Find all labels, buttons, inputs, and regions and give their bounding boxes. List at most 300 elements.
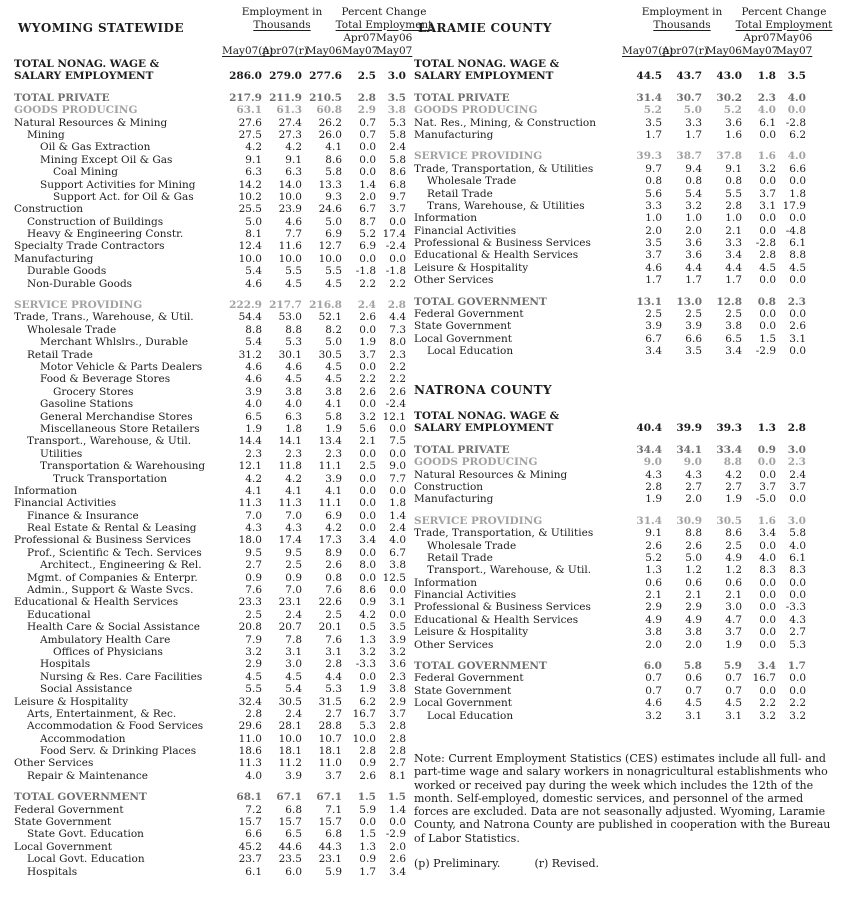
cell-value: 7.5	[389, 435, 406, 448]
cell-value: 2.2	[359, 373, 376, 386]
cell-value: -2.4	[385, 398, 406, 411]
cell-value: 3.6	[685, 237, 702, 250]
cell-value: 5.5	[245, 683, 262, 696]
cell-value: 7.1	[325, 803, 342, 816]
row-label: Specialty Trade Contractors	[14, 240, 165, 253]
table-row	[14, 448, 406, 460]
row-label: State Government	[14, 816, 112, 829]
row-label: Non-Durable Goods	[27, 277, 133, 290]
row-label: SALARY EMPLOYMENT	[14, 70, 154, 83]
cell-value: 2.4	[285, 608, 302, 621]
col-apr07r: Apr07(r)	[262, 45, 308, 57]
cell-value: 6.0	[643, 660, 662, 673]
cell-value: 5.0	[325, 215, 342, 228]
cell-value: 2.9	[389, 695, 406, 708]
cell-value: 6.1	[245, 865, 262, 878]
row-label: Mining Except Oil & Gas	[40, 153, 173, 166]
cell-value: 4.7	[725, 613, 742, 626]
column-headers-row	[14, 45, 413, 57]
cell-value: 11.8	[278, 460, 302, 473]
table-row	[414, 493, 806, 505]
cell-value: 0.7	[359, 116, 376, 129]
table-row	[414, 92, 806, 104]
cell-value: 2.8	[787, 422, 806, 435]
row-label: Leisure & Hospitality	[414, 261, 529, 274]
cell-value: 0.7	[685, 684, 702, 697]
cell-value: -2.8	[785, 116, 806, 129]
table-row	[14, 757, 406, 769]
cell-value: 63.1	[236, 104, 262, 117]
cell-value: 4.9	[685, 613, 702, 626]
row-label: Nursing & Res. Care Facilities	[40, 670, 203, 683]
cell-value: -5.0	[755, 493, 776, 506]
cell-value: 6.2	[359, 695, 376, 708]
row-label: Durable Goods	[27, 265, 107, 278]
cell-value: 2.7	[789, 626, 806, 639]
cell-value: 0.0	[389, 422, 406, 435]
row-label: Grocery Stores	[53, 385, 134, 398]
cell-value: 2.3	[787, 295, 806, 308]
cell-value: 1.9	[245, 422, 262, 435]
cell-value: 1.0	[685, 212, 702, 225]
cell-value: 0.0	[759, 468, 776, 481]
cell-value: 2.3	[285, 447, 302, 460]
table-row	[14, 683, 406, 695]
row-label: NATRONA COUNTY	[414, 382, 552, 397]
cell-value: 1.7	[645, 274, 662, 287]
table-row	[14, 104, 406, 116]
row-label: Wholesale Trade	[427, 539, 517, 552]
cell-value: 3.4	[389, 865, 406, 878]
table-row	[414, 333, 806, 345]
cell-value: 7.6	[245, 584, 262, 597]
cell-value: 4.4	[685, 261, 702, 274]
cell-value: 10.0	[278, 190, 302, 203]
cell-value: 16.7	[752, 672, 776, 685]
cell-value: 8.1	[245, 228, 262, 241]
cell-value: 1.9	[725, 638, 742, 651]
row-label: Admin., Support & Waste Svcs.	[27, 584, 194, 597]
cell-value: -2.8	[755, 237, 776, 250]
cell-value: 0.0	[789, 345, 806, 358]
cell-value: 3.9	[685, 320, 702, 333]
col-apr07: Apr07	[343, 32, 376, 44]
cell-value: 11.0	[318, 757, 342, 770]
table-row	[414, 188, 806, 200]
cell-value: 3.1	[685, 709, 702, 722]
cell-value: 0.0	[789, 274, 806, 287]
cell-value: 8.8	[285, 323, 302, 336]
cell-value: 3.1	[325, 645, 342, 658]
cell-value: 2.8	[759, 249, 776, 262]
spacer	[414, 141, 806, 150]
cell-value: 4.3	[789, 613, 806, 626]
table-row	[14, 828, 406, 840]
cell-value: 0.7	[645, 684, 662, 697]
cell-value: 4.0	[789, 539, 806, 552]
row-label: Other Services	[14, 757, 94, 770]
cell-value: 5.5	[285, 265, 302, 278]
cell-value: 1.2	[725, 564, 742, 577]
cell-value: 4.3	[645, 468, 662, 481]
cell-value: 8.7	[359, 215, 376, 228]
cell-value: 6.8	[285, 803, 302, 816]
cell-value: 2.0	[389, 840, 406, 853]
cell-value: 2.1	[645, 589, 662, 602]
cell-value: 216.8	[309, 299, 342, 312]
row-label: Hospitals	[27, 865, 78, 878]
cell-value: 34.4	[636, 443, 662, 456]
cell-value: -2.9	[755, 345, 776, 358]
cell-value: 7.7	[285, 228, 302, 241]
cell-value: 222.9	[229, 299, 262, 312]
wyoming-statewide-panel	[14, 0, 433, 878]
cell-value: 3.7	[759, 187, 776, 200]
cell-value: 13.3	[318, 178, 342, 191]
cell-value: 2.6	[359, 769, 376, 782]
cell-value: 0.0	[359, 497, 376, 510]
cell-value: 5.6	[645, 187, 662, 200]
cell-value: 12.1	[238, 460, 262, 473]
cell-value: 33.4	[716, 443, 742, 456]
cell-value: 2.3	[389, 670, 406, 683]
cell-value: 12.1	[382, 410, 406, 423]
cell-value: 0.0	[389, 484, 406, 497]
cell-value: 0.8	[725, 175, 742, 188]
cell-value: 6.5	[285, 828, 302, 841]
cell-value: 1.4	[389, 803, 406, 816]
cell-value: 4.6	[645, 697, 662, 710]
cell-value: 0.7	[359, 128, 376, 141]
cell-value: 0.0	[789, 672, 806, 685]
cell-value: 1.4	[389, 509, 406, 522]
cell-value: 10.0	[352, 732, 376, 745]
cell-value: 0.8	[757, 295, 776, 308]
cell-value: 2.6	[685, 539, 702, 552]
cell-value: 39.3	[636, 150, 662, 163]
cell-value: 3.0	[285, 658, 302, 671]
cell-value: 4.5	[789, 261, 806, 274]
row-label: Miscellaneous Store Retailers	[40, 422, 200, 435]
cell-value: 4.0	[245, 398, 262, 411]
cell-value: 8.8	[245, 323, 262, 336]
cell-value: 39.9	[676, 422, 702, 435]
spacer	[14, 782, 406, 791]
row-label: Federal Government	[14, 803, 124, 816]
cell-value: 2.8	[725, 199, 742, 212]
cell-value: 3.8	[387, 104, 406, 117]
table-row	[14, 841, 406, 853]
cell-value: 2.2	[789, 697, 806, 710]
cell-value: 0.0	[359, 509, 376, 522]
cell-value: 0.0	[359, 484, 376, 497]
cell-value: 8.6	[359, 584, 376, 597]
cell-value: 4.5	[725, 697, 742, 710]
cell-value: 9.7	[645, 162, 662, 175]
cell-value: 2.0	[645, 638, 662, 651]
row-label: TOTAL PRIVATE	[14, 91, 110, 104]
cell-value: 4.0	[285, 398, 302, 411]
row-label: Educational & Health Services	[414, 249, 579, 262]
cell-value	[622, 384, 662, 396]
table-row	[414, 58, 806, 70]
cell-value: 10.7	[318, 732, 342, 745]
cell-value: 2.2	[759, 697, 776, 710]
cell-value	[376, 58, 406, 70]
cell-value: 2.7	[685, 480, 702, 493]
row-label: Professional & Business Services	[414, 237, 591, 250]
cell-value: 2.8	[325, 658, 342, 671]
table-row	[414, 104, 806, 116]
cell-value: 4.6	[285, 360, 302, 373]
cell-value: 30.2	[716, 91, 742, 104]
cell-value: 14.4	[238, 435, 262, 448]
table-row	[14, 596, 406, 608]
cell-value	[622, 58, 662, 70]
cell-value: 4.1	[325, 141, 342, 154]
cell-value: 9.7	[389, 190, 406, 203]
cell-value: 3.4	[757, 660, 776, 673]
table-row	[414, 345, 806, 357]
cell-value	[702, 58, 742, 70]
cell-value	[776, 58, 806, 70]
table-row	[14, 497, 406, 509]
table-row	[414, 626, 806, 638]
cell-value: 3.8	[325, 385, 342, 398]
cell-value: 1.8	[789, 187, 806, 200]
cell-value: 6.8	[325, 828, 342, 841]
cell-value: 8.6	[389, 166, 406, 179]
row-label: Local Government	[14, 840, 112, 853]
cell-value: 5.8	[789, 527, 806, 540]
row-label: Accommodation	[40, 732, 126, 745]
row-label: Hospitals	[40, 658, 91, 671]
cell-value: 0.6	[645, 576, 662, 589]
cell-value: 5.0	[683, 104, 702, 117]
cell-value: 0.0	[759, 274, 776, 287]
cell-value: 30.9	[676, 514, 702, 527]
cell-value: 24.6	[318, 203, 342, 216]
cell-value: 13.4	[318, 435, 342, 448]
cell-value: 68.1	[236, 791, 262, 804]
ratio-numerator-row	[14, 32, 413, 44]
table-row	[414, 175, 806, 187]
cell-value: 43.0	[716, 70, 742, 83]
table-row	[14, 853, 406, 865]
col-may06: May06	[776, 32, 813, 44]
table-row	[14, 70, 406, 82]
cell-value: 2.8	[389, 732, 406, 745]
cell-value: 0.0	[759, 308, 776, 321]
cell-value: 2.9	[245, 658, 262, 671]
cell-value: 5.3	[389, 116, 406, 129]
row-label: Transport., Warehouse, & Util.	[427, 564, 592, 577]
cell-value: 6.6	[789, 162, 806, 175]
row-label: Construction of Buildings	[27, 215, 164, 228]
table-row	[414, 601, 806, 613]
cell-value: 9.5	[285, 546, 302, 559]
cell-value: 67.1	[276, 791, 302, 804]
table-row	[14, 278, 406, 290]
cell-value: 13.1	[636, 295, 662, 308]
cell-value: 6.1	[759, 116, 776, 129]
cell-value: 4.6	[245, 373, 262, 386]
table-row	[14, 634, 406, 646]
cell-value: 28.8	[318, 720, 342, 733]
cell-value: 11.1	[318, 497, 342, 510]
cell-value: 5.4	[285, 683, 302, 696]
cell-value: 8.9	[325, 546, 342, 559]
cell-value: 2.4	[389, 141, 406, 154]
cell-value: 3.8	[389, 559, 406, 572]
row-label: Food Serv. & Drinking Places	[40, 745, 197, 758]
table-row	[14, 141, 406, 153]
cell-value: 4.5	[285, 373, 302, 386]
cell-value: 30.1	[278, 348, 302, 361]
row-label: Utilities	[40, 447, 83, 460]
cell-value: 3.4	[725, 345, 742, 358]
cell-value: 1.9	[645, 493, 662, 506]
cell-value: 0.0	[789, 589, 806, 602]
cell-value: 5.8	[389, 128, 406, 141]
col-apr07: Apr07	[743, 32, 776, 44]
cell-value: 3.1	[285, 645, 302, 658]
table-row	[414, 481, 806, 493]
spacer	[414, 83, 806, 92]
cell-value: 6.3	[285, 166, 302, 179]
cell-value: 27.4	[278, 116, 302, 129]
cell-value: 0.0	[389, 584, 406, 597]
cell-value: 3.6	[685, 249, 702, 262]
cell-value: 1.5	[359, 828, 376, 841]
cell-value: 3.9	[245, 385, 262, 398]
cell-value: 3.5	[685, 345, 702, 358]
cell-value: 1.9	[725, 493, 742, 506]
cell-value: 1.5	[357, 791, 376, 804]
cell-value: 0.0	[389, 447, 406, 460]
cell-value: 2.2	[389, 373, 406, 386]
cell-value: 10.0	[278, 732, 302, 745]
cell-value: 2.0	[685, 638, 702, 651]
cell-value: 2.5	[285, 559, 302, 572]
cell-value: 3.2	[359, 645, 376, 658]
percent-change-line2: Total Employment	[335, 18, 433, 31]
cell-value: 2.5	[725, 539, 742, 552]
table-row	[14, 522, 406, 534]
cell-value: 44.3	[318, 840, 342, 853]
spacer	[414, 358, 806, 384]
cell-value: 0.0	[759, 613, 776, 626]
cell-value: 0.0	[359, 816, 376, 829]
col-may07-b: May07	[376, 45, 413, 57]
row-label: Offices of Physicians	[53, 645, 163, 658]
spacer	[414, 651, 806, 660]
cell-value: 3.8	[645, 626, 662, 639]
row-label: Repair & Maintenance	[27, 769, 148, 782]
cell-value: 2.5	[725, 308, 742, 321]
cell-value: 5.8	[683, 660, 702, 673]
cell-value: 7.8	[285, 633, 302, 646]
cell-value: 60.8	[316, 104, 342, 117]
row-label: Real Estate & Rental & Leasing	[27, 522, 197, 535]
cell-value: 4.5	[245, 670, 262, 683]
cell-value: 0.0	[759, 539, 776, 552]
cell-value: 0.0	[757, 456, 776, 469]
col-may06: May06	[705, 45, 742, 57]
table-row	[14, 534, 406, 546]
cell-value: 11.3	[278, 497, 302, 510]
cell-value: 7.3	[389, 323, 406, 336]
cell-value: 2.1	[685, 589, 702, 602]
row-label: TOTAL NONAG. WAGE &	[414, 58, 560, 70]
table-row	[414, 552, 806, 564]
cell-value: 6.1	[789, 551, 806, 564]
row-label: Wholesale Trade	[27, 323, 117, 336]
cell-value: 0.0	[759, 175, 776, 188]
cell-value: 0.6	[725, 576, 742, 589]
cell-value: 3.4	[359, 534, 376, 547]
cell-value: 10.2	[238, 190, 262, 203]
cell-value: 2.8	[389, 720, 406, 733]
row-label: Information	[414, 576, 478, 589]
laramie-title: LARAMIE COUNTY	[418, 21, 552, 35]
row-label: Heavy & Engineering Constr.	[27, 228, 184, 241]
table-row	[14, 203, 406, 215]
cell-value: 7.0	[245, 509, 262, 522]
cell-value: 3.9	[285, 769, 302, 782]
row-label: SERVICE PROVIDING	[14, 299, 143, 312]
cell-value: 20.1	[318, 621, 342, 634]
row-label: Financial Activities	[414, 589, 517, 602]
row-label: Retail Trade	[27, 348, 93, 361]
cell-value: 3.5	[787, 70, 806, 83]
table-row	[14, 621, 406, 633]
cell-value: 0.0	[789, 212, 806, 225]
row-label: Construction	[14, 203, 84, 216]
row-label: Educational & Health Services	[414, 613, 579, 626]
cell-value: 1.6	[757, 150, 776, 163]
cell-value: 0.0	[389, 816, 406, 829]
table-row	[14, 559, 406, 571]
cell-value: 3.8	[389, 683, 406, 696]
cell-value: 13.0	[676, 295, 702, 308]
row-label: State Govt. Education	[27, 828, 144, 841]
cell-value: 1.6	[757, 514, 776, 527]
table-row	[414, 200, 806, 212]
cell-value: 0.7	[645, 672, 662, 685]
table-row	[14, 299, 406, 311]
table-row	[14, 423, 406, 435]
cell-value: 2.7	[245, 559, 262, 572]
cell-value	[222, 58, 262, 70]
table-row	[14, 324, 406, 336]
table-row	[14, 311, 406, 323]
cell-value: 6.6	[685, 332, 702, 345]
table-row	[414, 225, 806, 237]
cell-value: 0.0	[359, 153, 376, 166]
cell-value: -1.8	[355, 265, 376, 278]
table-row	[414, 249, 806, 261]
cell-value: 217.9	[229, 91, 262, 104]
cell-value: 3.5	[645, 116, 662, 129]
cell-value: 7.0	[285, 584, 302, 597]
row-label: Manufacturing	[414, 493, 494, 506]
row-label: Local Education	[427, 709, 514, 722]
cell-value: 0.8	[325, 571, 342, 584]
cell-value: 14.0	[278, 178, 302, 191]
cell-value: 3.7	[725, 626, 742, 639]
cell-value: 53.0	[278, 311, 302, 324]
